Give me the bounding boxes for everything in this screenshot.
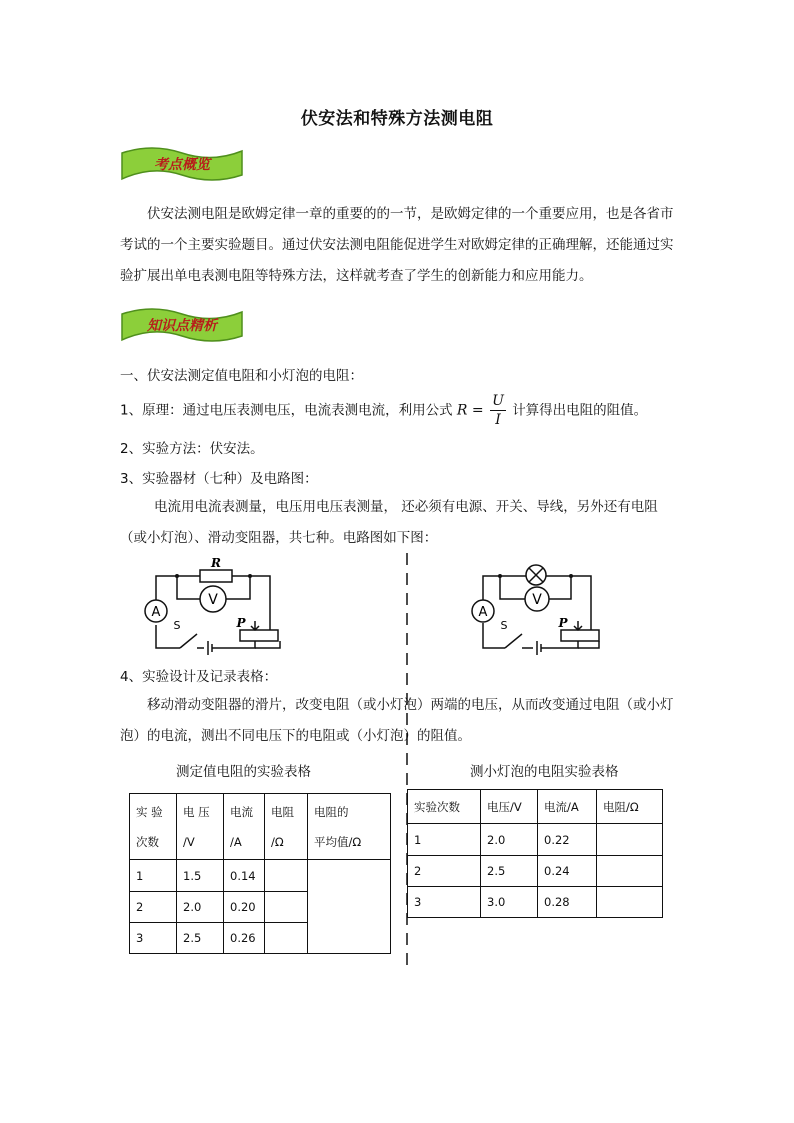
table-header-row bbox=[130, 794, 391, 860]
section-banner-knowledge bbox=[120, 306, 244, 346]
header-cell: 电流/A bbox=[538, 790, 597, 824]
header-cell: 电流 /A bbox=[224, 794, 265, 860]
table-cell bbox=[265, 892, 308, 923]
table-cell: 2.0 bbox=[177, 892, 224, 923]
table-cell: 0.14 bbox=[224, 860, 265, 892]
junction-dot bbox=[248, 574, 252, 578]
table-cell: 2 bbox=[408, 856, 481, 887]
principle-text: 1、原理：通过电压表测电压，电流表测电流，利用公式 bbox=[120, 402, 453, 419]
table-cell bbox=[265, 860, 308, 892]
table-cell: 2.5 bbox=[177, 923, 224, 954]
slider-arrow-icon bbox=[251, 621, 259, 630]
section-banner-overview bbox=[120, 145, 244, 185]
table-cell: 3 bbox=[408, 887, 481, 918]
table-cell: 1.5 bbox=[177, 860, 224, 892]
intro-paragraph: 伏安法测电阻是欧姆定律一章的重要的的一节，是欧姆定律的一个重要应用，也是各省市考试的一个主要实验题目。通过伏安法测电阻能促进学生对欧姆定律的正确理解，还能通过实验扩展出单电表测电阻等特殊方法，这样就考查了学生的创新能力和应用能力。 bbox=[120, 206, 674, 284]
table-cell bbox=[265, 923, 308, 954]
table-cell: 2 bbox=[130, 892, 177, 923]
table-row bbox=[130, 860, 391, 892]
table-row bbox=[408, 856, 663, 887]
junction-dot bbox=[175, 574, 179, 578]
label-voltmeter: V bbox=[532, 592, 542, 608]
circuit-diagram-lamp bbox=[467, 553, 617, 658]
resistor-data-table bbox=[129, 793, 391, 954]
table-row bbox=[408, 887, 663, 918]
table-cell: 1 bbox=[130, 860, 177, 892]
formula-eq: = bbox=[471, 402, 484, 419]
table-cell: 0.28 bbox=[538, 887, 597, 918]
section-heading-voltammetry: 一、伏安法测定值电阻和小灯泡的电阻： bbox=[120, 368, 363, 384]
rheostat-symbol bbox=[240, 630, 278, 641]
header-cell: 实 验 次数 bbox=[130, 794, 177, 860]
formula-denominator: I bbox=[495, 412, 501, 428]
banner-text: 知识点精析 bbox=[147, 318, 217, 334]
lamp-data-table bbox=[407, 789, 663, 918]
table-cell: 3.0 bbox=[481, 887, 538, 918]
formula-numerator: U bbox=[492, 393, 504, 409]
table-cell: 0.26 bbox=[224, 923, 265, 954]
formula-lhs: R bbox=[456, 402, 468, 419]
table-header-row bbox=[408, 790, 663, 824]
label-switch: S bbox=[500, 619, 508, 632]
label-slider: P bbox=[236, 616, 246, 630]
formula-fraction bbox=[490, 392, 506, 429]
rheostat-symbol bbox=[561, 630, 599, 641]
equipment-description: 电流用电流表测量，电压用电压表测量， 还必须有电源、开关、导线，另外还有电阻（或小灯泡）、滑动变阻器，共七种。电路图如下图： bbox=[120, 499, 658, 546]
principle-text-end: 计算得出电阻的阻值。 bbox=[512, 402, 648, 419]
label-resistor: R bbox=[211, 556, 221, 570]
average-cell bbox=[308, 860, 391, 954]
header-cell: 电阻的 平均值/Ω bbox=[308, 794, 391, 860]
table-cell: 0.20 bbox=[224, 892, 265, 923]
banner-text: 考点概览 bbox=[154, 157, 210, 173]
label-switch: S bbox=[173, 619, 181, 632]
table-row bbox=[408, 824, 663, 856]
label-slider: P bbox=[558, 616, 568, 630]
table1-caption: 测定值电阻的实验表格 bbox=[176, 764, 311, 780]
item-method: 2、实验方法：伏安法。 bbox=[120, 441, 264, 457]
table-design-description: 移动滑动变阻器的滑片，改变电阻（或小灯泡）两端的电压，从而改变通过电阻（或小灯泡）的电流，测出不同电压下的电阻或（小灯泡）的阻值。 bbox=[120, 697, 674, 744]
label-ammeter: A bbox=[151, 605, 161, 620]
table-cell: 3 bbox=[130, 923, 177, 954]
table-cell: 2.0 bbox=[481, 824, 538, 856]
item-principle bbox=[120, 392, 647, 429]
table-cell: 2.5 bbox=[481, 856, 538, 887]
item-table-design: 4、实验设计及记录表格： bbox=[120, 669, 278, 685]
circuit-diagram-resistor bbox=[140, 553, 290, 658]
label-ammeter: A bbox=[478, 605, 488, 620]
item-equipment: 3、实验器材（七种）及电路图： bbox=[120, 471, 318, 487]
table-cell bbox=[597, 856, 663, 887]
table-cell: 0.24 bbox=[538, 856, 597, 887]
junction-dot bbox=[569, 574, 573, 578]
header-cell: 电 压 /V bbox=[177, 794, 224, 860]
slider-arrow-icon bbox=[574, 621, 582, 630]
table2-caption: 测小灯泡的电阻实验表格 bbox=[470, 764, 619, 780]
header-cell: 电压/V bbox=[481, 790, 538, 824]
page-title: 伏安法和特殊方法测电阻 bbox=[300, 109, 494, 129]
header-cell: 实验次数 bbox=[408, 790, 481, 824]
table-cell: 0.22 bbox=[538, 824, 597, 856]
resistor-symbol bbox=[200, 570, 232, 582]
table-cell bbox=[597, 824, 663, 856]
junction-dot bbox=[498, 574, 502, 578]
header-cell: 电阻/Ω bbox=[597, 790, 663, 824]
table-cell bbox=[597, 887, 663, 918]
header-cell: 电阻 /Ω bbox=[265, 794, 308, 860]
ohm-formula bbox=[457, 392, 508, 429]
table-cell: 1 bbox=[408, 824, 481, 856]
label-voltmeter: V bbox=[208, 592, 218, 608]
